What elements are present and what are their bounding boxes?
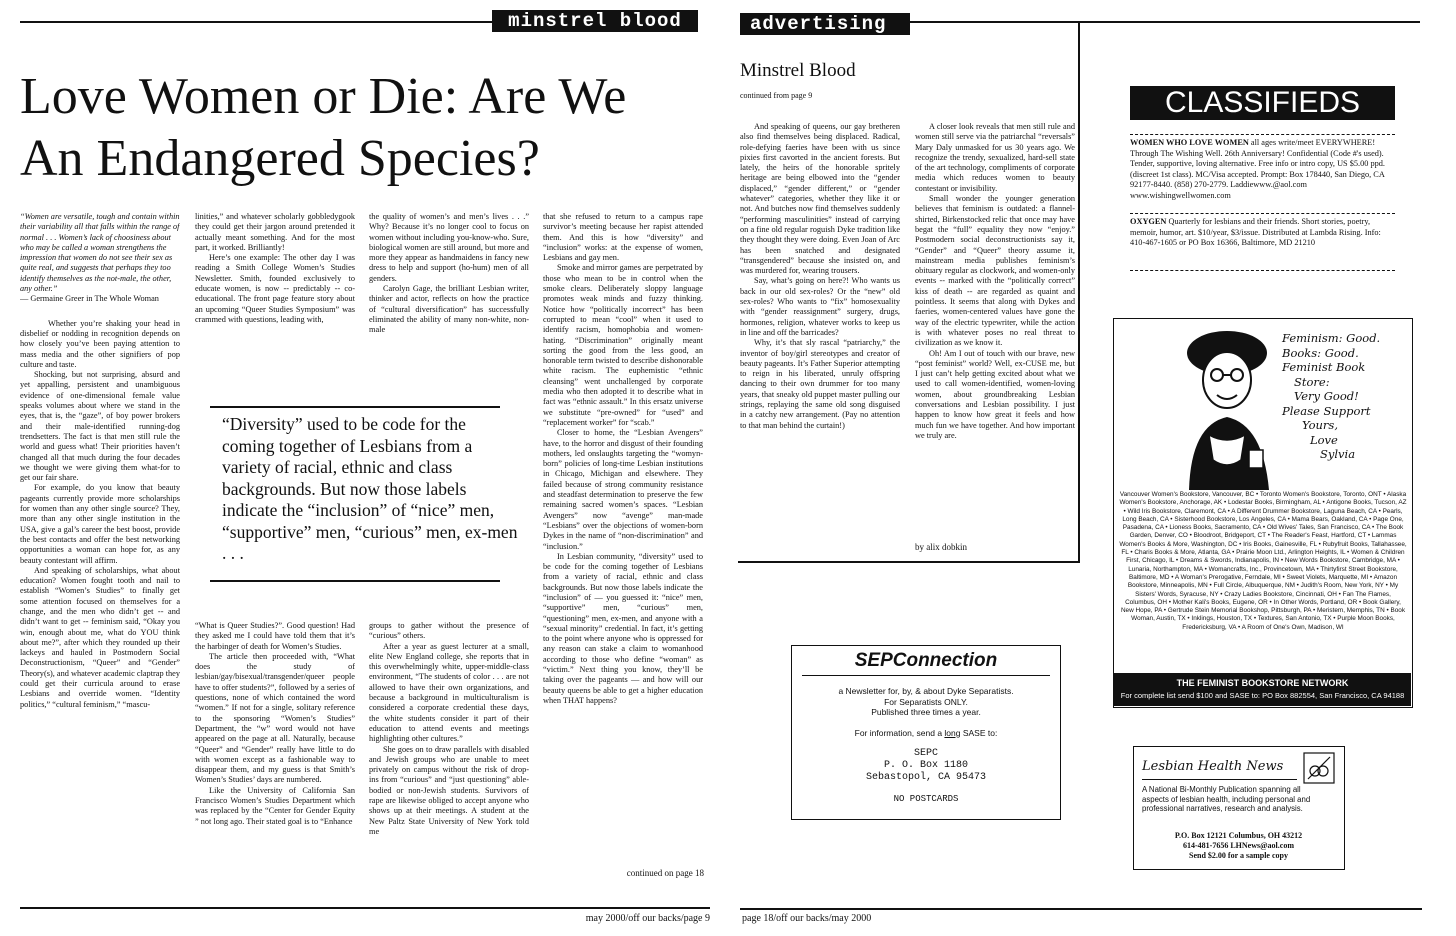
classified-entry bbox=[1130, 217, 1395, 249]
note-line: Sylvia bbox=[1320, 447, 1356, 461]
sep-title: SEPConnection bbox=[854, 650, 998, 671]
classifieds-divider bbox=[1130, 134, 1395, 135]
sep-address-line: P. O. Box 1180 bbox=[883, 759, 968, 771]
continued-on: continued on page 18 bbox=[626, 868, 704, 878]
title-line-1: Love Women or Die: Are We bbox=[20, 68, 627, 125]
left-column-2-bottom bbox=[195, 621, 355, 896]
classified-text: Quarterly for lesbians and their friends. Short stories, poetry, memoir, humor, art. $10/year, $3/issue. Distributed at Lambda Rising. Info: 410-467-1605 or PO Box 16366, Baltimore, MD 21210 bbox=[1130, 217, 1381, 247]
paragraph: Smoke and mirror games are perpetrated by those who mean to be in control when the smoke clears. Deliberately sloppy language promotes weak minds and fuzzy thinking. Notice how “politically incorrect” has been corrupted to mean “cool” when it used to identify racism, homophobia and women-hating. “Discrimination” originally meant sorting the good from the less good, an honorable term twisted to describe dishonorable white racism. The euphemistic “ethnic cleansing” went unchallenged by corporate media who then adopted it to describe what in fact was “ethnic assault.” In this ersatz universe we substitute “pre-owned” for “used” and “replacement worker” for “scab.” bbox=[543, 263, 703, 427]
bookstore-list: Vancouver Women's Bookstore, Vancouver, BC • Toronto Women's Bookstore, Toronto, ONT • Alaska Women's Bookstore, Anchorage, AK • Lodestar Books, Birmingham, AL • Antigone Books, Tucson, AZ • Wild Iris Bookstore, Claremont, CA • A Different Drummer Bookstore, Laguna Beach, CA • Pearls, Long Beach, CA • Sisterhood Bookstore, Los Angeles, CA • Mama Bears, Oakland, CA • Page One, Pasadena, CA • Lioness Books, Sacramento, CA • Old Wives' Tales, San Francisco, CA • The Book Garden, Denver, CO • Bloodroot, Bridgeport, CT • The Reader's Feast, Hartford, CT • Lammas Women's Books & More, Washington, DC • Iris Books, Gainesville, FL • Rubyfruit Books, Tallahassee, FL • Charis Books & More, Atlanta, GA • Prairie Moon Ltd., Arlington Heights, IL • Women & Children First, Chicago, IL • Dreams & Swords, Indianapolis, IN • New Words Bookstore, Cambridge, MA • Lunaria, Northampton, MA • Womancrafts, Inc., Provincetown, MA • Thirtyfirst Street Bookstore, Baltimore, MD • A Woman's Prerogative, Ferndale, MI • Sweet Violets, Marquette, MI • Amazon Bookstore, Minneapolis, MN • Full Circle, Albuquerque, NM • Judith's Room, New York, NY • My Sisters' Words, Syracuse, NY • Crazy Ladies Bookstore, Cincinnati, OH • Fan The Flames, Columbus, OH • Mother Kali's Books, Eugene, OR • In Other Words, Portland, OR • Book Gallery, New Hope, PA • Gertrude Stein Memorial Bookshop, Pittsburgh, PA • Meristem, Memphis, TN • Book Woman, Austin, TX • Inklings, Houston, TX • Textures, San Antonio, TX • Purple Moon Books, Fredericksburg, VA • A Room of One's Own, Madison, WI bbox=[1119, 491, 1407, 631]
sep-address bbox=[792, 748, 1060, 784]
note-line: Very Good! bbox=[1294, 389, 1359, 403]
paragraph: In Lesbian community, “diversity” used to be code for the coming together of Lesbians from a variety of racial, ethnic and class backgrounds. But now those labels indicate the “inclusion” of — you guessed it: “nice” men, “supportive” men, “curious” men, “questioning” men, ex-men, and anyone with a “sexual minority” credential. In fact, it’s getting to the point where anyone who is oppressed for any reason can stake a claim to womanhood according to those who define “woman” as “victim.” Next thing you know, they’ll be taking over the pageants — and how will our beauty queens be able to get a higher education when THAT happens? bbox=[543, 551, 703, 705]
header-rule-left bbox=[20, 21, 500, 23]
left-column-3-bottom bbox=[369, 621, 529, 896]
lesbian-health-news-ad bbox=[1133, 746, 1345, 870]
lhn-logo-icon bbox=[1302, 751, 1336, 785]
note-line: Love bbox=[1310, 432, 1338, 447]
feminist-bookstore-ad bbox=[1113, 318, 1413, 708]
paragraph: Why, it’s that sly rascal “patriarchy,” the inventor of boy/girl stereotypes and creator of beauty pageants. It’s Father Superior attempting to reign in his liberated, unruly offspring dancing to their own drummer for too many years, that sneaky old puppet master pulling our strings, replaying the same old song disguised in a catchy new arrangement. (Pay no attention to that man behind the curtain!) bbox=[740, 338, 900, 430]
classifieds-heading: CLASSIFIEDS bbox=[1130, 86, 1395, 120]
continued-from: continued from page 9 bbox=[740, 91, 813, 100]
paragraph: linities,” and whatever scholarly gobbledygook they could get their jargon around pretended it actually meant something. And for the most part, it worked. Brilliantly! bbox=[195, 212, 355, 252]
footer-left: may 2000/off our backs/page 9 bbox=[585, 913, 710, 924]
sep-line: For Separatists ONLY. bbox=[884, 696, 968, 707]
footer-right: page 18/off our backs/may 2000 bbox=[742, 913, 872, 924]
paragraph: Say, what’s going on here?! Who wants us back in our old sex-roles? Or the “new” old sex-roles? Who wants to “fix” homosexuality with “gender reassignment” surgery, drugs, hormones, religion, whatever works to keep us in line and off the barricades? bbox=[740, 276, 900, 337]
section-label-advertising: advertising bbox=[740, 13, 910, 35]
sep-info-underlined: long bbox=[944, 727, 961, 738]
paragraph: the quality of women’s and men’s lives . . .” Why? Because it’s no longer cool to focus on women without including you-know-who. Sure, biological women are still around, but more and more they appear as handmaidens in fancy new dress to help and support (ho-hum) men of all genders. bbox=[369, 212, 529, 283]
note-line: Feminist Book bbox=[1282, 360, 1366, 374]
footer-rule-right bbox=[740, 908, 1422, 910]
paragraph: And speaking of queens, our gay bretheren also find themselves being displaced. Radical, role-defying faeries have been with us since pixies first cavorted in the ancient forests. But lately, the heirs of the honorable spritely heritage are being elbowed into the “gender displaced,” “gender different,” or “gender whatever” categories, whether they like it or not. And butches now find themselves suddenly “performing masculinities” instead of carrying on a fine old regular roguish Dyke tradition like they thought they were doing. Even Joan of Arc has been snatched and designated “transgendered” because she insisted on, and was murdered for, wearing trousers. bbox=[740, 122, 900, 276]
right-column-1 bbox=[740, 122, 900, 552]
sepconnection-ad bbox=[791, 645, 1061, 820]
classified-lead: WOMEN WHO LOVE WOMEN bbox=[1130, 138, 1249, 147]
pull-quote-bottom-rule bbox=[210, 580, 500, 582]
sep-info-text: For information, send a bbox=[854, 727, 945, 738]
paragraph: groups to gather without the presence of “curious” others. bbox=[369, 621, 529, 641]
classifieds-divider bbox=[1130, 213, 1395, 214]
paragraph: Closer to home, the “Lesbian Avengers” have, to the horror and disgust of their founding mothers, led onslaughts targeting the “womyn-born” policies of long-time Lesbian institutions in Chicago, Michigan and elsewhere. They failed because of strong community resistance and steadfast determination to preserve the few remaining sacred women’s spaces. “Lesbian Avengers” now “avenge” man-made “Lesbians” over the objections of women-born Dykes in the name of “non-discrimination” and “inclusion.” bbox=[543, 428, 703, 551]
paragraph: Like the University of California San Francisco Women’s Studies Department which was replaced by the “Center for Gender Equity ” not long ago. Their stated goal is to “Enhance bbox=[195, 785, 355, 826]
lhn-divider bbox=[1142, 779, 1297, 780]
sep-address-line: SEPC bbox=[913, 747, 938, 759]
note-line: Store: bbox=[1294, 374, 1330, 389]
article-title bbox=[20, 66, 720, 190]
left-column-2-top bbox=[195, 212, 355, 370]
paragraph: After a year as guest lecturer at a small, elite New England college, she reports that in this overwhelmingly white, upper-middle-class environment, “The students of color . . . are not allowed to have their own organizations, and because a background in multiculturalism is considered a corporate credential these days, the white students consider it part of their education to attend events and meetings highlighting other cultures.” bbox=[369, 641, 529, 744]
classified-entry bbox=[1130, 138, 1395, 201]
paragraph: Oh! Am I out of touch with our brave, new “post feminist” world? Well, ex-CUSE me, but I just can’t help getting excited about what we used to call women-identified, women-loving women, about groundbreaking Lesbian conversations and Lesbian possibility. I just happen to know how great it feels and how much fun we have together. And how important we truly are. bbox=[915, 348, 1075, 440]
network-title: THE FEMINIST BOOKSTORE NETWORK bbox=[1176, 678, 1349, 688]
section-label-minstrel-blood: minstrel blood bbox=[492, 10, 698, 32]
paragraph: The article then proceeded with, “What does the study of lesbian/gay/bisexual/transgender/queer people have to offer students?”, followed by a series of questions, none of which contained the word “women.” If not for a single, solitary reference to the sponsoring “Women’s Studies” Department, the “w” word would not have appeared on the page at all. Naturally, because “Queer” and “Gender” really have little to do with women except as a fashionable way to disappear them, and my guess is that Smith’s Women’s Studies’ days are numbered. bbox=[195, 651, 355, 785]
sep-description bbox=[792, 686, 1060, 718]
lhn-contact-line: P.O. Box 12121 Columbus, OH 43212 bbox=[1174, 831, 1303, 840]
right-column-2 bbox=[915, 122, 1075, 537]
pull-quote-top-rule bbox=[210, 406, 500, 408]
paragraph: She goes on to draw parallels with disabled and Jewish groups who are unable to meet privately on campus without the risk of drop-ins from “curious” and “just questioning” able-bodied or non-Jewish students. Survivors of rape are likewise obliged to accept anyone who shows up at their meetings. A student at the New Paltz State University of New York told me bbox=[369, 744, 529, 836]
note-line: Feminism: Good. bbox=[1282, 331, 1381, 345]
paragraph: And speaking of scholarships, what about education? Women fought tooth and nail to establish “Women’s Studies” to finally get some attention focused on themselves for a change, and the men who didn’t get -- and didn’t want to get -- feminism said, “Okay you win, enough about me, what do YOU think about me?”, after which they rounded up their lackeys and hauled in Postmodern Social Deconstructionism, “Queer” and “Gender” Theory(s), and whatever academic claptrap they could get their curricula around to erase Lesbians and override women. “Identity politics,” “cultural feminism,” “mascu- bbox=[20, 565, 180, 709]
sep-no-postcards: NO POSTCARDS bbox=[893, 793, 959, 804]
title-line-2: An Endangered Species? bbox=[20, 130, 540, 187]
classified-lead: OXYGEN bbox=[1130, 217, 1167, 226]
lhn-contact-line: 614-481-7656 LHNews@aol.com bbox=[1183, 841, 1294, 850]
left-column-3-top bbox=[369, 212, 529, 370]
epigraph: “Women are versatile, tough and contain within their variability all that falls within the range of normal . . . Women’s lack of choosiness about who may be called a woman strengthens the impression that women do not see their sex as quite real, and suggests that perhaps they too identify themselves as the not-male, the other, any other.” bbox=[20, 212, 180, 294]
sylvia-cartoon-illustration bbox=[1169, 325, 1289, 490]
note-line: Yours, bbox=[1302, 418, 1338, 432]
note-line: Please Support bbox=[1282, 403, 1371, 418]
lhn-contact bbox=[1134, 831, 1343, 861]
sep-line: a Newsletter for, by, & about Dyke Separatists. bbox=[838, 686, 1014, 696]
sep-line: Published three times a year. bbox=[871, 707, 981, 717]
lhn-description: A National Bi-Monthly Publication spanning all aspects of lesbian health, including personal and professional narratives, research and analysis. bbox=[1142, 785, 1311, 813]
classified-text: all ages write/meet EVERYWHERE! Through The Wishing Well. 26th Anniversary! Confidential (Code #'s used). Tender, supportive, loving alternative. Free info or intro copy, US $5.00 ppd. (discreet 1st class). MC/Visa accepted. Prompt: Box 178440, San Diego, CA 92177-8440. (858) 270-2779. Laddiewww.@aol.com www.wishingwellwomen.com bbox=[1130, 138, 1386, 200]
left-column-4 bbox=[543, 212, 703, 862]
pull-quote: “Diversity” used to be code for the coming together of Lesbians from a variety of racial, ethnic and class backgrounds. But now those labels indicate the “inclusion” of “nice” men, “supportive” men, “curious” men, ex-men . . . bbox=[222, 414, 518, 563]
continued-article-title: Minstrel Blood bbox=[740, 60, 856, 81]
paragraph: Whether you’re shaking your head in disbelief or nodding in recognition depends on how closely you’ve been paying attention to mass media and the other signifiers of pop culture and taste. bbox=[20, 318, 180, 369]
classifieds-divider bbox=[1130, 270, 1395, 271]
footer-rule-left bbox=[20, 907, 710, 909]
paragraph: Carolyn Gage, the brilliant Lesbian writer, thinker and actor, reflects on how the practice of “cultural diversification” has successfully eliminated the ability of many non-white, non-male bbox=[369, 284, 529, 335]
network-text: For complete list send $100 and SASE to: PO Box 882554, San Francisco, CA 94188 bbox=[1120, 691, 1405, 700]
paragraph: Here’s one example: The other day I was reading a Smith College Women’s Studies Newsletter. Smith, founded exclusively to educate women, is now -- predictably -- co-educational. The front page feature story about an upcoming “Queer Studies Symposium” was crammed with questions, leading with, bbox=[195, 253, 355, 324]
paragraph: Shocking, but not surprising, absurd and yet appalling, persistent and unambiguous evidence of one-dimensional female value speaks volumes about where we stand in the eyes, that is, the “gaze”, of boy power brokers and their male-identified running-dog trendsetters. The fact is that men still rule the world and guess what! Their priorities haven’t changed all that much during the four decades we thought we were giving them what-for to get our fair share. bbox=[20, 370, 180, 483]
paragraph: For example, do you know that beauty pageants currently provide more scholarships for women than any other single source? They, more than any other single institution in the USA, give a gal’s career the best boost, provide the best contacts and offer the best networking opportunities a woman can hope for, as any beauty contestant will affirm. bbox=[20, 483, 180, 565]
byline: by alix dobkin bbox=[915, 542, 967, 552]
paragraph: Small wonder the younger generation believes that feminism is outdated: a flannel-shirted, Birkenstocked relic that once may have begat the “full” equality they now “enjoy.” Postmodern social deconstructionists say it, “Gender” and “Queer” theory assume it, mainstream media publishes feminism’s obituary regular as clockwork, and women-only events -- marked with the “politically correct” kiss of death -- are regarded as quaint and pointless. It seems that along with Dykes and faeries, women-centered values have gone the way of the electric typewriter, while the action is with whatever poses no real threat to civilization as we know it. bbox=[915, 194, 1075, 348]
sep-info bbox=[792, 728, 1060, 738]
handwritten-note bbox=[1282, 331, 1407, 462]
left-column-1 bbox=[20, 212, 180, 892]
note-line: Books: Good. bbox=[1282, 345, 1359, 360]
paragraph: that she refused to return to a campus rape survivor’s meeting because her rapist attended them. And this is how “diversity” and “inclusion” works: at the expense of women, Lesbians and gay men. bbox=[543, 212, 703, 263]
sep-divider bbox=[802, 675, 1050, 676]
lhn-title: Lesbian Health News bbox=[1142, 759, 1284, 774]
lhn-contact-line: Send $2.00 for a sample copy bbox=[1189, 851, 1288, 860]
epigraph-source: — Germaine Greer in The Whole Woman bbox=[20, 294, 159, 304]
paragraph: A closer look reveals that men still rule and women still serve via the patriarchal “reversals” Mary Daly unmasked for us 30 years ago. We recognize the trendy, sexualized, hard-sell state of the art technology, compliments of corporate media which reduces women to beauty contestant or invisibility. bbox=[915, 122, 1075, 193]
sep-address-line: Sebastopol, CA 95473 bbox=[865, 771, 987, 783]
network-banner bbox=[1114, 673, 1411, 706]
sep-info-text: SASE to: bbox=[960, 727, 998, 738]
paragraph: “What is Queer Studies?”. Good question! Had they asked me I could have told them that it’s the harbinger of death for Women’s Studies. bbox=[195, 621, 355, 651]
